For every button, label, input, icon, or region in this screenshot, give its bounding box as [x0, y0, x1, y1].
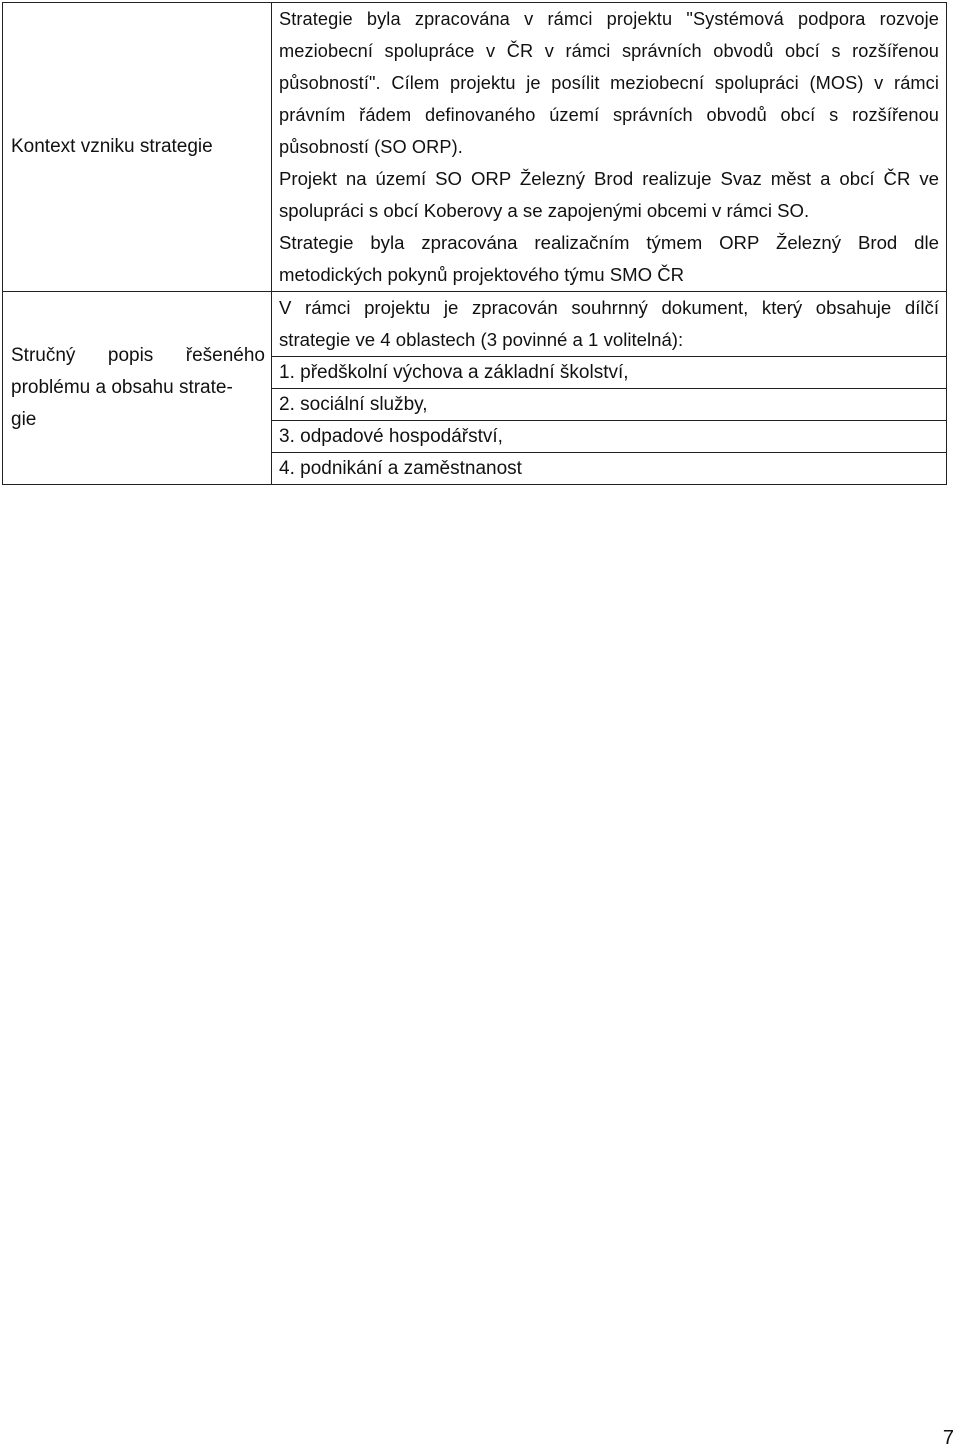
context-text-cell [272, 3, 947, 292]
context-paragraph-1: Strategie byla zpracována v rámci projektu "Systémová podpora rozvoje meziobecní spolupráce v ČR v rámci správních obvodů obcí s rozšířenou působností". Cílem projektu je posílit meziobecní spolupráci (MOS) v rámci právním řádem definovaného území správních obvodů obcí s rozšířenou působností (SO ORP). [279, 9, 939, 157]
summary-intro-cell [272, 292, 947, 357]
summary-label-cell [3, 292, 272, 485]
context-label: Kontext vzniku strategie [11, 136, 213, 157]
context-row [3, 3, 947, 292]
context-paragraph-3: Strategie byla zpracována realizačním týmem ORP Železný Brod dle metodických pokynů projektového týmu SMO ČR [279, 232, 939, 285]
summary-label-line-1: Stručný popis řešeného [11, 345, 265, 366]
summary-label-line-3: gie [11, 409, 37, 430]
summary-intro-row [3, 292, 947, 357]
context-paragraph-2: Projekt na území SO ORP Železný Brod realizuje Svaz měst a obcí ČR ve spolupráci s obcí Koberovy a se zapojenými obcemi v rámci SO. [279, 168, 939, 221]
summary-item-2: 2. sociální služby, [272, 389, 947, 421]
summary-item-3: 3. odpadové hospodářství, [272, 421, 947, 453]
context-label-cell [3, 3, 272, 292]
summary-item-4: 4. podnikání a zaměstnanost [272, 453, 947, 485]
page-number: 7 [942, 1427, 954, 1449]
summary-item-1: 1. předškolní výchova a základní školství, [272, 357, 947, 389]
summary-label-line-2: problému a obsahu strate- [11, 377, 233, 398]
strategy-info-table [2, 2, 947, 485]
summary-intro-text: V rámci projektu je zpracován souhrnný dokument, který obsahuje dílčí strategie ve 4 oblastech (3 povinné a 1 volitelná): [279, 297, 939, 350]
